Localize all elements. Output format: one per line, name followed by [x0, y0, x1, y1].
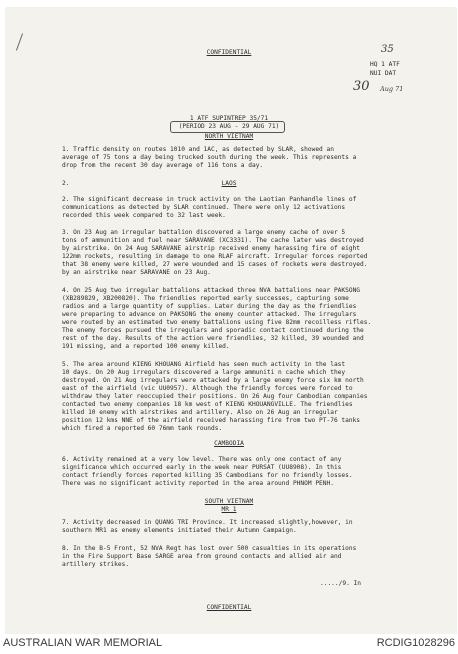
section-laos: LAOS [221, 180, 237, 187]
para-5-line-2: 10 days. On 20 Aug irregulars discovered a large ammuniti n cache which they [62, 369, 346, 376]
continuation-marker: ...../9. In [320, 580, 361, 587]
handwritten-date-month: Aug 71 [380, 85, 404, 93]
para-5-line-3: destroyed. On 21 Aug irregulars were attacked by a large enemy force six km north [62, 377, 364, 384]
para-1-line-2: average of 75 tons a day being trucked south during the week. This represents a [62, 154, 357, 161]
para-5-line-7: killed 10 enemy with airstrikes and artillery. Also on 26 Aug an irregular [62, 409, 338, 416]
section-south-vietnam: SOUTH VIETNAM [204, 498, 254, 505]
para-7-line-2: southern MR1 as enemy elements initiated their Autumn Campaign. [62, 527, 297, 534]
para-4-line-7: rest of the day. Results of the action were friendlies, 32 killed, 39 wounded and [62, 335, 364, 342]
para-3-line-6: by an airstrike near SARAVANE on 23 Aug. [62, 269, 212, 276]
para-5-line-1: 5. The area around KIENG KHOUANG Airfield has seen much activity in the last [62, 361, 346, 368]
para-2-line-2: communications as detected by SLAR continued. There were only 12 activations [62, 204, 346, 211]
para-6-line-3: contact friendly forces reported killing 35 Cambodians for no friendly losses. [62, 472, 353, 479]
para-5-line-9: which fired a reported 60 76mm tank rounds. [62, 425, 223, 432]
para-3-line-4: 122mm rockets, resulting in damage to one RLAF aircraft. Irregular forces reported [62, 253, 368, 260]
para-5-line-8: position 12 kms NNE of the airfield received harassing fire from two PT-76 tanks [62, 417, 361, 424]
para-2-line-1: 2. The significant decrease in truck activity on the Laotian Panhandle lines of [62, 196, 357, 203]
para-5-line-5: withdraw they later reoccupied their positions. On 26 Aug four Cambodian companies [62, 393, 368, 400]
para-3-line-2: tons of ammunition and fuel near SARAVANE (XC3331). The cache later was destroyed [62, 237, 364, 244]
archive-name: AUSTRALIAN WAR MEMORIAL [3, 637, 163, 649]
para-4-line-5: were routed by an estimated two enemy battalions using five 82mm recoilless rifles. [62, 319, 372, 326]
report-title: 1 ATF SUPINTREP 35/71 [189, 115, 269, 122]
org-line-1: HQ 1 ATF [370, 61, 400, 68]
para-4-line-6: The enemy forces pursued the irregulars and sporadic contact continued during the [62, 327, 364, 334]
handwritten-date-day: 30 [353, 79, 370, 94]
para-3-line-3: by airstrike. On 24 Aug SARAVANE airstrip received enemy harassing fire of eight [62, 245, 361, 252]
para-4-line-2: (XB289829, XB200820). The friendlies reported early successes, capturing some [62, 295, 349, 302]
para-4-line-4: were preparing to advance on PAKSONG the enemy counter attacked. The irregulars [62, 311, 357, 318]
para-1-line-1: 1. Traffic density on routes 1010 and 1AC, as detected by SLAR, showed an [62, 146, 334, 153]
report-period: (PERIOD 23 AUG - 29 AUG 71) [178, 123, 280, 130]
para-8-line-1: 8. In the B-5 Front, 52 NVA Regt has lost over 500 casualties in its operations [62, 545, 357, 552]
section-cambodia: CAMBODIA [214, 440, 244, 447]
para-8-line-2: in the Fire Support Base SARGE area from ground contacts and allied air and [62, 553, 342, 560]
classification-footer: CONFIDENTIAL [206, 604, 252, 611]
para-5-line-4: east of the airfield (vic UU0957). Although the friendly forces were forced to [62, 385, 353, 392]
para-2-number: 2. [62, 180, 70, 187]
archive-footer [0, 634, 458, 654]
archive-record-id: RCDIG1028296 [376, 637, 455, 649]
handwritten-page-number: 35 [381, 44, 394, 55]
para-4-line-8: 191 missing, and a reported 100 enemy killed. [62, 343, 230, 350]
para-6-line-1: 6. Activity remained at a very low level. There was only one contact of any [62, 456, 342, 463]
para-6-line-4: There was no significant activity reported in the area around PHNOM PENH. [62, 480, 334, 487]
section-mr1: MR 1 [221, 506, 237, 513]
org-line-2: NUI DAT [370, 70, 397, 77]
para-8-line-3: artillery strikes. [62, 561, 130, 568]
para-3-line-1: 3. On 23 Aug an irregular battalion discovered a large enemy cache of over 5 [62, 229, 346, 236]
classification-header: CONFIDENTIAL [206, 49, 252, 56]
para-7-line-1: 7. Activity decreased in QUANG TRI Province. It increased slightly,however, in [62, 519, 353, 526]
para-4-line-3: radios and a large quantity of supplies. Later during the day as the friendlies [62, 303, 357, 310]
para-4-line-1: 4. On 25 Aug two irregular battalions attacked three NVA battalions near PAKSONG [62, 287, 361, 294]
para-6-line-2: significance which occurred early in the week near PURSAT (UU8908). In this [62, 464, 342, 471]
para-2-line-3: recorded this week compared to 32 last week. [62, 212, 226, 219]
para-3-line-5: that 38 enemy were killed, 27 were wounded and 15 cases of rockets were destroyed. [62, 261, 368, 268]
section-north-vietnam: NORTH VIETNAM [204, 133, 254, 140]
para-1-line-3: drop from the recent 30 day average of 116 tons a day. [62, 162, 264, 169]
para-5-line-6: contacted two enemy companies 18 km west of KIENG KHOUANGVILLE. The friendlies [62, 401, 353, 408]
